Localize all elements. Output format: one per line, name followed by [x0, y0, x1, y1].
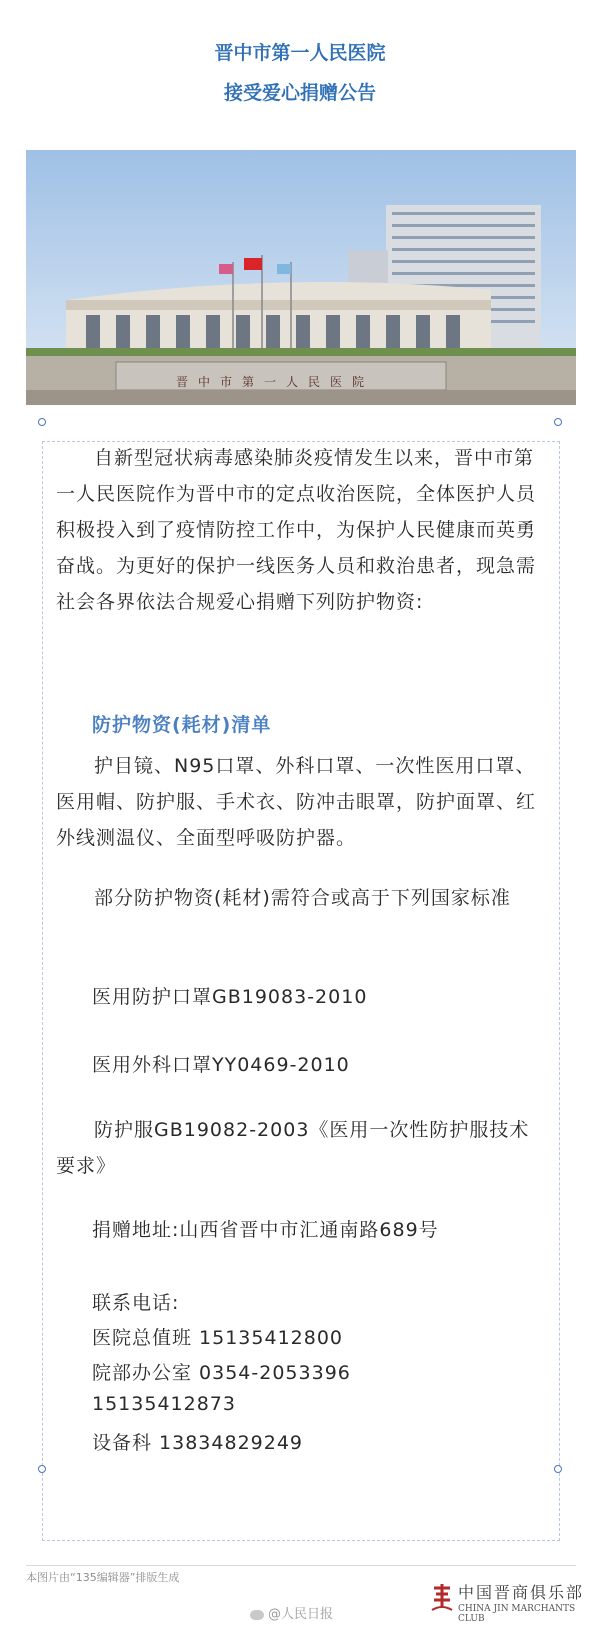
card-corner-dot: [554, 1465, 562, 1473]
notice-title: 晋中市第一人民医院: [214, 42, 386, 64]
notice-subtitle: 接受爱心捐赠公告: [223, 82, 376, 104]
footer-divider: [26, 1565, 576, 1566]
standard-item: 医用防护口罩GB19083-2010: [92, 986, 368, 1008]
standard-item: 防护服GB19082-2003《医用一次性防护服技术要求》: [56, 1119, 530, 1177]
intro-paragraph: 自新型冠状病毒感染肺炎疫情发生以来，晋中市第一人民医院作为晋中市的定点收治医院，全体医护人员积极投入到了疫情防控工作中，为保护人民健康而英勇奋战。为更好的保护一线医务人员和救治患者，现急需社会各界依法合规爱心捐赠下列防护物资:: [56, 447, 537, 613]
footer-note: 本图片由“135编辑器”排版生成: [26, 1571, 180, 1584]
club-name-en: CHINA JIN MARCHANTS CLUB: [458, 1604, 576, 1624]
weibo-watermark: [250, 1603, 333, 1622]
club-logo-icon: [430, 1582, 454, 1612]
items-paragraph: 护目镜、N95口罩、外科口罩、一次性医用口罩、医用帽、防护服、手术衣、防冲击眼罩，防护面罩、红外线测温仪、全面型呼吸防护器。: [56, 755, 537, 849]
hospital-photo: [26, 150, 576, 405]
weibo-handle: @人民日报: [268, 1607, 334, 1622]
card-corner-dot: [38, 1465, 46, 1473]
club-name-cn: 中国晋商俱乐部: [458, 1583, 585, 1602]
donation-address: 捐赠地址:山西省晋中市汇通南路689号: [92, 1219, 439, 1241]
hospital-sign: 晋中市第一人民医院: [175, 375, 374, 389]
contact-line: 院部办公室 0354-2053396: [92, 1362, 351, 1384]
standards-intro: 部分防护物资(耗材)需符合或高于下列国家标准: [94, 887, 511, 909]
weibo-icon: [250, 1610, 264, 1620]
card-corner-dot: [38, 418, 46, 426]
contact-line: 15135412873: [92, 1393, 236, 1415]
contact-label: 联系电话:: [92, 1292, 180, 1314]
contact-line: 医院总值班 15135412800: [92, 1327, 344, 1349]
standard-item: 医用外科口罩YY0469-2010: [92, 1054, 350, 1076]
contact-line: 设备科 13834829249: [92, 1432, 304, 1454]
list-title: 防护物资(耗材)清单: [92, 714, 272, 736]
card-corner-dot: [554, 418, 562, 426]
